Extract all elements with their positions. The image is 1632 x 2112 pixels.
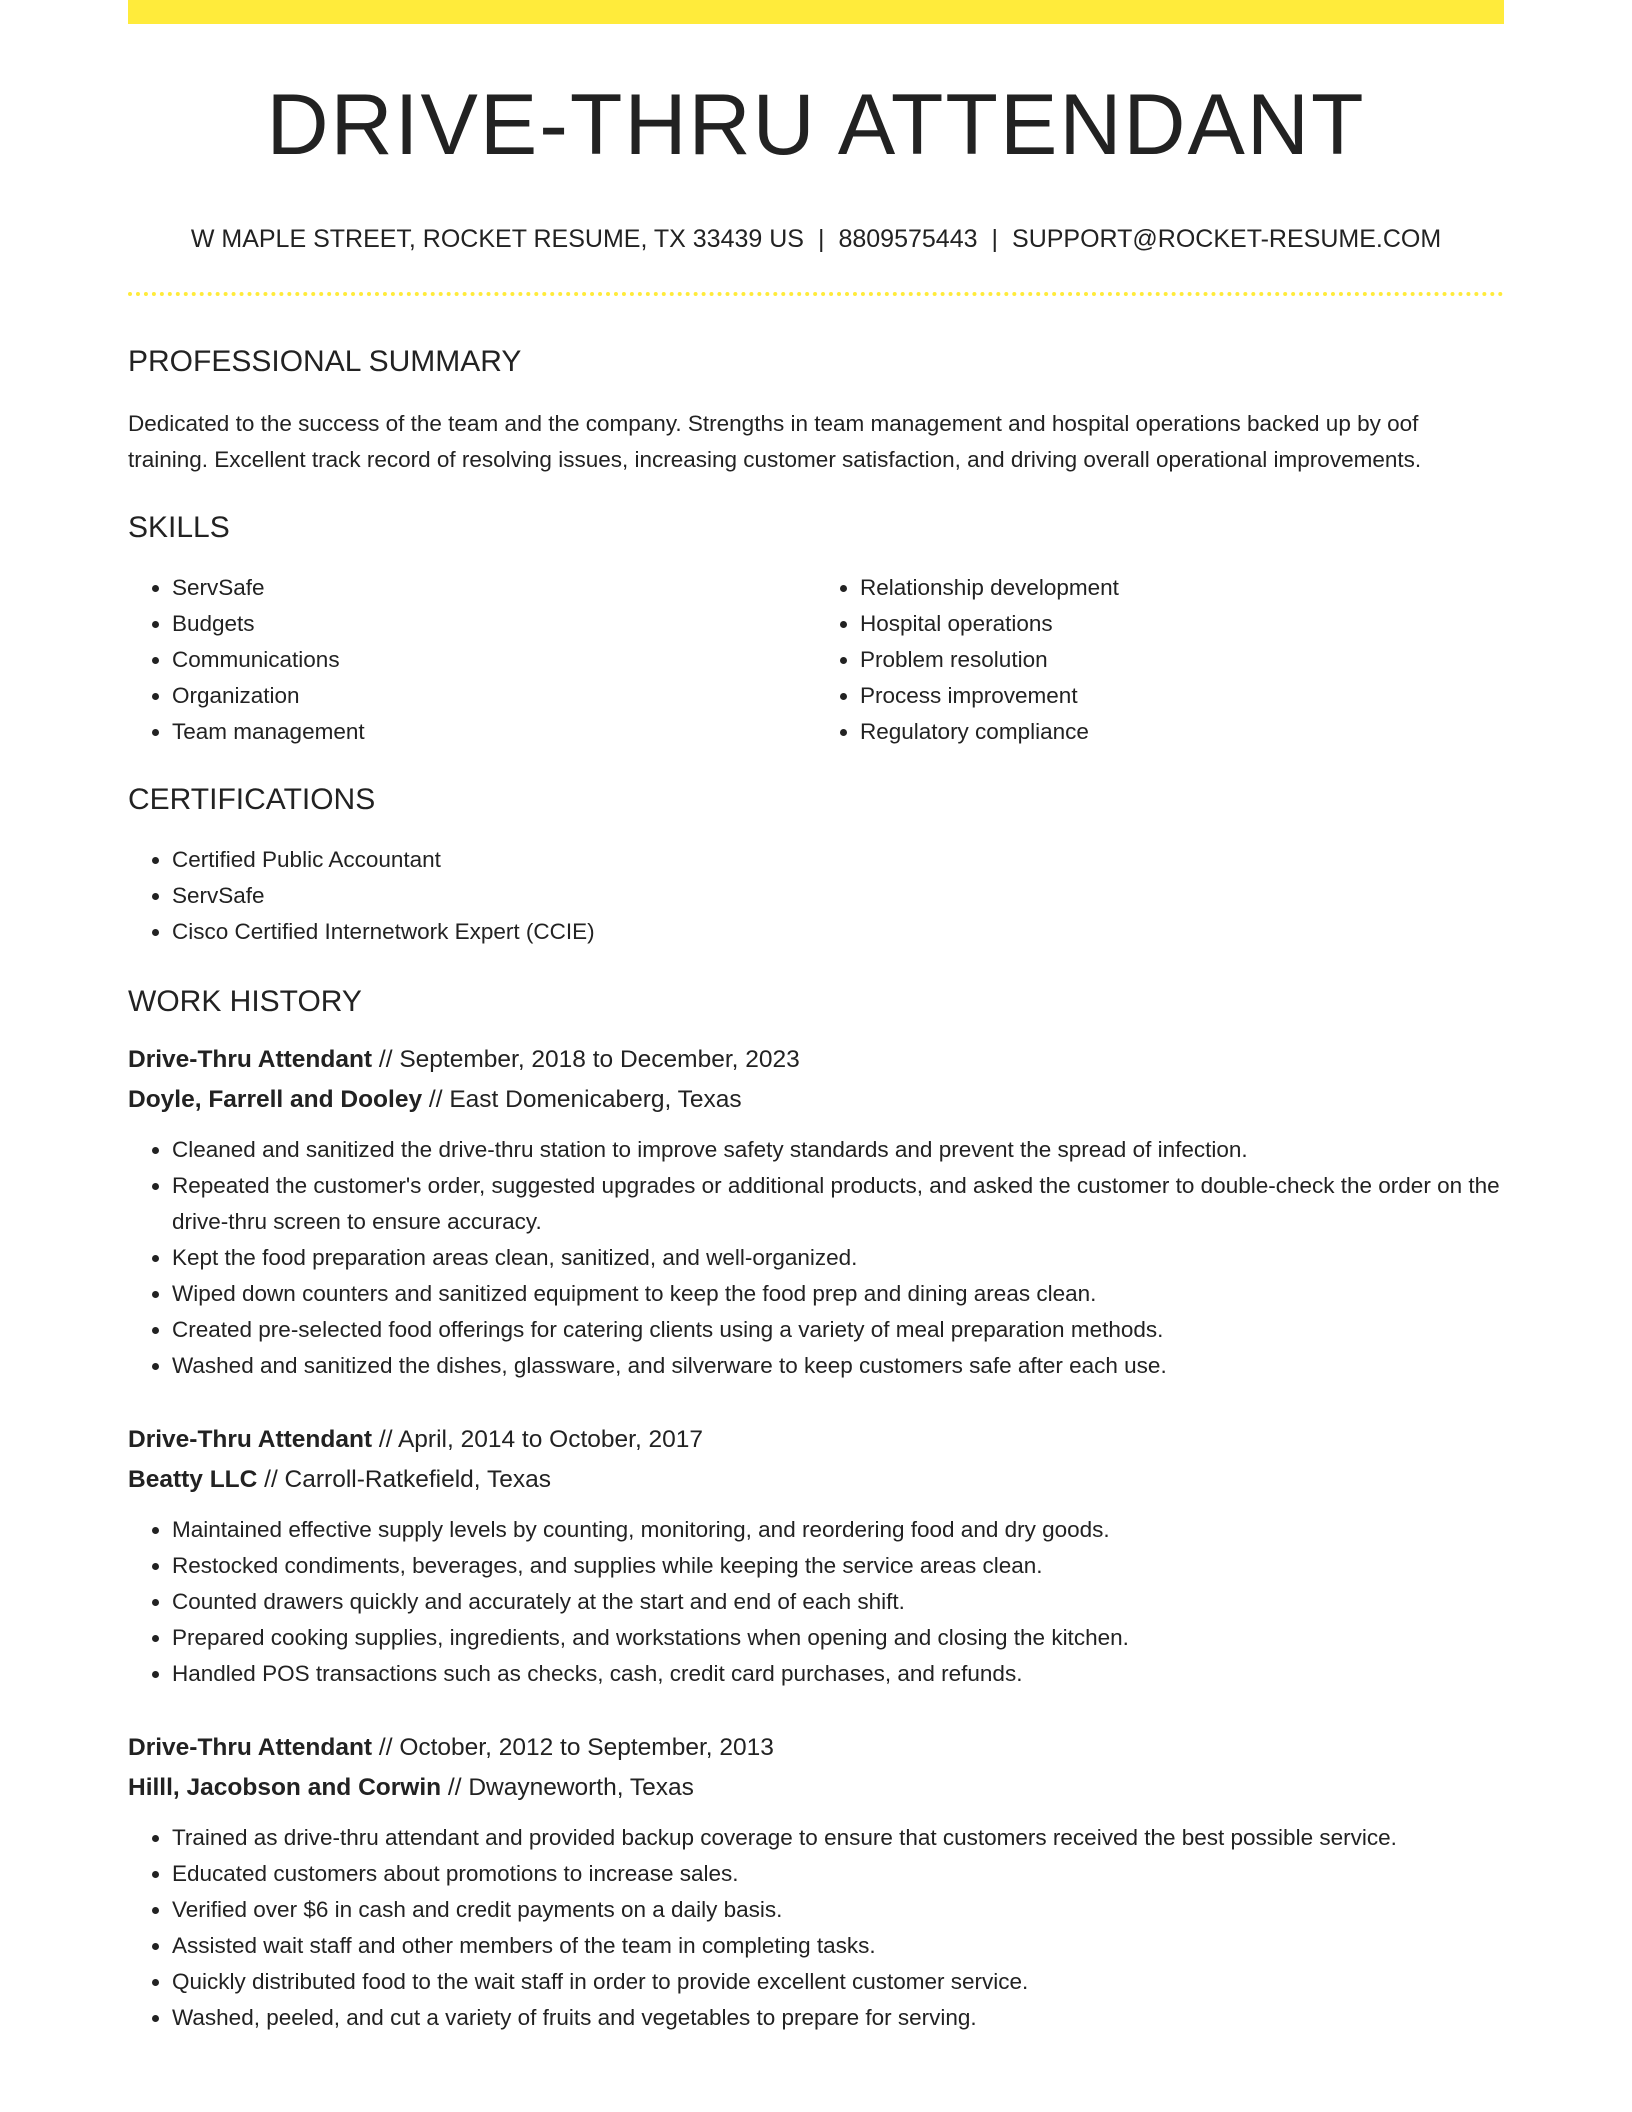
skill-item: • Team management: [172, 714, 816, 750]
job-role: Drive-Thru Attendant: [128, 1734, 373, 1761]
job-bullets: [128, 1820, 1504, 2036]
certifications-heading: CERTIFICATIONS: [128, 783, 376, 816]
job-bullet: • Educated customers about promotions to increase sales.: [172, 1856, 1504, 1892]
skills-grid: [128, 570, 1504, 750]
contact-address: W MAPLE STREET, ROCKET RESUME, TX 33439 US: [190, 225, 804, 253]
job-bullet: • Assisted wait staff and other members of the team in completing tasks.: [172, 1928, 1504, 1964]
job-bullet: • Quickly distributed food to the wait staff in order to provide excellent customer service.: [172, 1964, 1504, 2000]
skill-item: • Communications: [172, 642, 816, 678]
contact-phone: 8809575443: [838, 225, 978, 253]
job-role-line: [128, 1728, 1504, 1768]
job-role: Drive-Thru Attendant: [128, 1426, 373, 1453]
job-location: // East Domenicaberg, Texas: [422, 1086, 742, 1113]
job-bullet: • Repeated the customer's order, suggested upgrades or additional products, and asked the customer to double-check the order on the drive-thru screen to ensure accuracy.: [172, 1168, 1504, 1240]
job-bullet: • Washed, peeled, and cut a variety of fruits and vegetables to prepare for serving.: [172, 2000, 1504, 2036]
job-bullet: • Prepared cooking supplies, ingredients, and workstations when opening and closing the kitchen.: [172, 1620, 1504, 1656]
job-bullet: • Cleaned and sanitized the drive-thru station to improve safety standards and prevent the spread of infection.: [172, 1132, 1504, 1168]
resume-title: DRIVE-THRU ATTENDANT: [266, 77, 1366, 173]
job-bullet: • Trained as drive-thru attendant and provided backup coverage to ensure that customers received the best possible service.: [172, 1820, 1504, 1856]
job-dates: // September, 2018 to December, 2023: [372, 1046, 800, 1073]
contact-separator: |: [991, 225, 999, 253]
skills-list-right: [816, 570, 1504, 750]
job-entry: [128, 1420, 1504, 1692]
job-bullet: • Wiped down counters and sanitized equipment to keep the food prep and dining areas clean.: [172, 1276, 1504, 1312]
job-role-line: [128, 1420, 1504, 1460]
contact-line: [128, 224, 1504, 254]
job-bullet: • Restocked condiments, beverages, and supplies while keeping the service areas clean.: [172, 1548, 1504, 1584]
job-bullet: • Counted drawers quickly and accurately at the start and end of each shift.: [172, 1584, 1504, 1620]
job-dates: // April, 2014 to October, 2017: [372, 1426, 704, 1453]
job-company-line: [128, 1768, 1504, 1808]
job-location: // Carroll-Ratkefield, Texas: [257, 1466, 551, 1493]
skill-item: • Budgets: [172, 606, 816, 642]
resume-page: [128, 0, 1504, 2036]
job-bullet: • Washed and sanitized the dishes, glassware, and silverware to keep customers safe after each use.: [172, 1348, 1504, 1384]
contact-separator: |: [817, 225, 825, 253]
job-role: Drive-Thru Attendant: [128, 1046, 373, 1073]
summary-text: Dedicated to the success of the team and the company. Strengths in team management and hospital operations backed up by oof training. Excellent track record of resolving issues, increasing customer satisfaction, and driving overall operational improvements.: [128, 411, 1422, 472]
certification-item: • Cisco Certified Internetwork Expert (CCIE): [172, 914, 1504, 950]
skill-item: • Problem resolution: [860, 642, 1504, 678]
certification-item: • ServSafe: [172, 878, 1504, 914]
certification-item: • Certified Public Accountant: [172, 842, 1504, 878]
job-dates: // October, 2012 to September, 2013: [372, 1734, 774, 1761]
job-entry: [128, 1040, 1504, 1384]
job-role-line: [128, 1040, 1504, 1080]
job-location: // Dwayneworth, Texas: [441, 1774, 694, 1801]
job-bullets: [128, 1132, 1504, 1384]
job-company: Hilll, Jacobson and Corwin: [128, 1774, 442, 1801]
skill-item: • Relationship development: [860, 570, 1504, 606]
skills-heading: SKILLS: [128, 511, 230, 544]
work-history-heading: WORK HISTORY: [128, 985, 362, 1018]
dotted-divider: [128, 292, 1504, 296]
job-bullet: • Verified over $6 in cash and credit payments on a daily basis.: [172, 1892, 1504, 1928]
job-bullet: • Handled POS transactions such as checks, cash, credit card purchases, and refunds.: [172, 1656, 1504, 1692]
job-bullets: [128, 1512, 1504, 1692]
skills-list-left: [128, 570, 816, 750]
job-company: Doyle, Farrell and Dooley: [128, 1086, 423, 1113]
job-company-line: [128, 1080, 1504, 1120]
job-bullet: • Maintained effective supply levels by counting, monitoring, and reordering food and dry goods.: [172, 1512, 1504, 1548]
skill-item: • ServSafe: [172, 570, 816, 606]
job-company: Beatty LLC: [128, 1466, 258, 1493]
job-bullet: • Created pre-selected food offerings for catering clients using a variety of meal preparation methods.: [172, 1312, 1504, 1348]
job-entry: [128, 1728, 1504, 2036]
accent-bar: [128, 0, 1504, 24]
contact-email: SUPPORT@ROCKET-RESUME.COM: [1012, 225, 1442, 253]
skill-item: • Organization: [172, 678, 816, 714]
certifications-list: [128, 842, 1504, 950]
skill-item: • Hospital operations: [860, 606, 1504, 642]
skill-item: • Regulatory compliance: [860, 714, 1504, 750]
skill-item: • Process improvement: [860, 678, 1504, 714]
summary-heading: PROFESSIONAL SUMMARY: [128, 345, 522, 378]
job-company-line: [128, 1460, 1504, 1500]
job-bullet: • Kept the food preparation areas clean, sanitized, and well-organized.: [172, 1240, 1504, 1276]
